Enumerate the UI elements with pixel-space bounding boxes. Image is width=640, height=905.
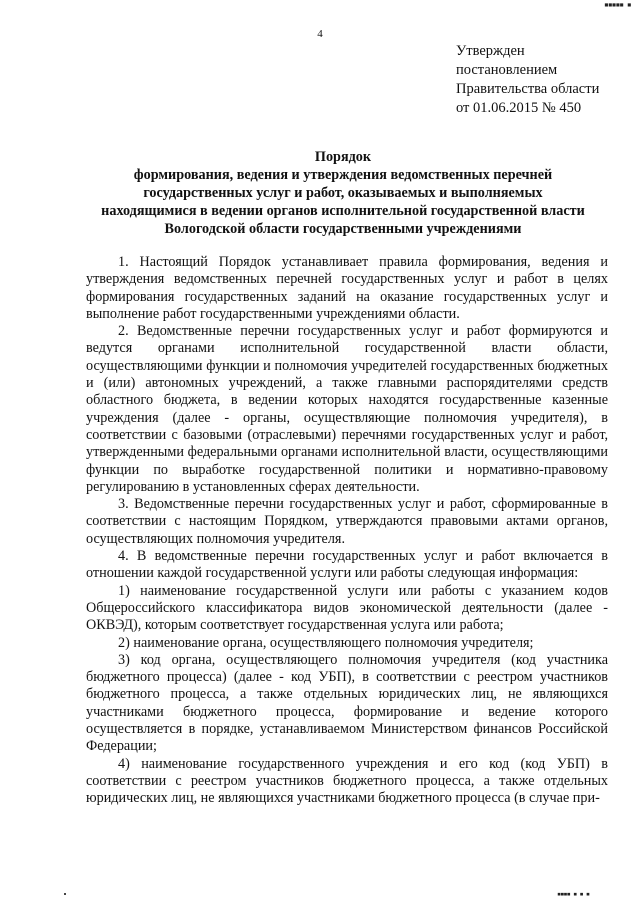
approval-block xyxy=(456,42,632,118)
title-line: государственных услуг и работ, оказываемых и выполняемых xyxy=(143,185,543,201)
scan-artifact-top: ▪▪▪▪▪ ▪ xyxy=(604,0,631,9)
approval-line: Правительства области xyxy=(456,81,600,97)
paragraph-1: 1. Настоящий Порядок устанавливает правила формирования, ведения и утверждения ведомственных перечней государственных услуг и работ в целях формирования государственных заданий на оказание государственных услуг и выполнение работ государственными учреждениями области. xyxy=(86,254,608,322)
document-body xyxy=(86,254,608,808)
list-item-2: 2) наименование органа, осуществляющего полномочия учредителя; xyxy=(118,634,534,651)
scan-dot xyxy=(64,893,66,895)
list-item-1: 1) наименование государственной услуги или работы с указанием кодов Общероссийского классификатора видов экономической деятельности (далее - ОКВЭД), которым соответствует государственная услуга или работа; xyxy=(86,582,608,634)
scan-artifact-bottom: ▪▪▪▪ ▪ ▪ ▪ xyxy=(557,890,590,898)
paragraph-2: 2. Ведомственные перечни государственных услуг и работ формируются и ведутся органами исполнительной государственной власти области, осуществляющими функции и полномочия учредителей государственных бюджетных и (или) автономных учреждений, а также главными распорядителями средств областного бюджета, в ведении которых находятся государственные казенные учреждения (далее - органы, осуществляющие полномочия учредителя), в соответствии с базовыми (отраслевыми) перечнями государственных услуг и работ, утвержденными федеральными органами исполнительной власти, осуществляющими функции по выработке государственной политики и нормативно-правовому регулированию в установленных сферах деятельности. xyxy=(86,323,608,495)
approval-line: от 01.06.2015 № 450 xyxy=(456,100,582,116)
list-item-4: 4) наименование государственного учреждения и его код (код УБП) в соответствии с реестром участников бюджетного процесса, а также отдельных юридических лиц, не являющихся участниками бюджетного процесса (в случае при- xyxy=(86,755,608,807)
paragraph-4: 4. В ведомственные перечни государственных услуг и работ включается в отношении каждой государственной услуги или работы следующая информация: xyxy=(86,548,608,582)
list-item-3: 3) код органа, осуществляющего полномочия учредителя (код участника бюджетного процесса) (далее - код УБП), в соответствии с реестром участников бюджетного процесса, а также отдельных юридических лиц, не являющихся участниками бюджетного процесса, формирование и ведение которого осуществляется в порядке, устанавливаемом Министерством финансов Российской Федерации; xyxy=(86,651,608,755)
paragraph-3: 3. Ведомственные перечни государственных услуг и работ, сформированные в соответствии с настоящим Порядком, утверждаются правовыми актами органов, осуществляющих полномочия учредителя. xyxy=(86,496,608,547)
title-line: Вологодской области государственными учреждениями xyxy=(164,221,522,237)
document-title xyxy=(60,148,626,238)
approval-line: Утвержден xyxy=(456,43,525,59)
title-line: находящимися в ведении органов исполнительной государственной власти xyxy=(101,203,585,219)
approval-line: постановлением xyxy=(456,62,558,78)
title-line: формирования, ведения и утверждения ведомственных перечней xyxy=(133,167,553,183)
title-line: Порядок xyxy=(314,149,372,165)
page-number: 4 xyxy=(317,28,323,40)
